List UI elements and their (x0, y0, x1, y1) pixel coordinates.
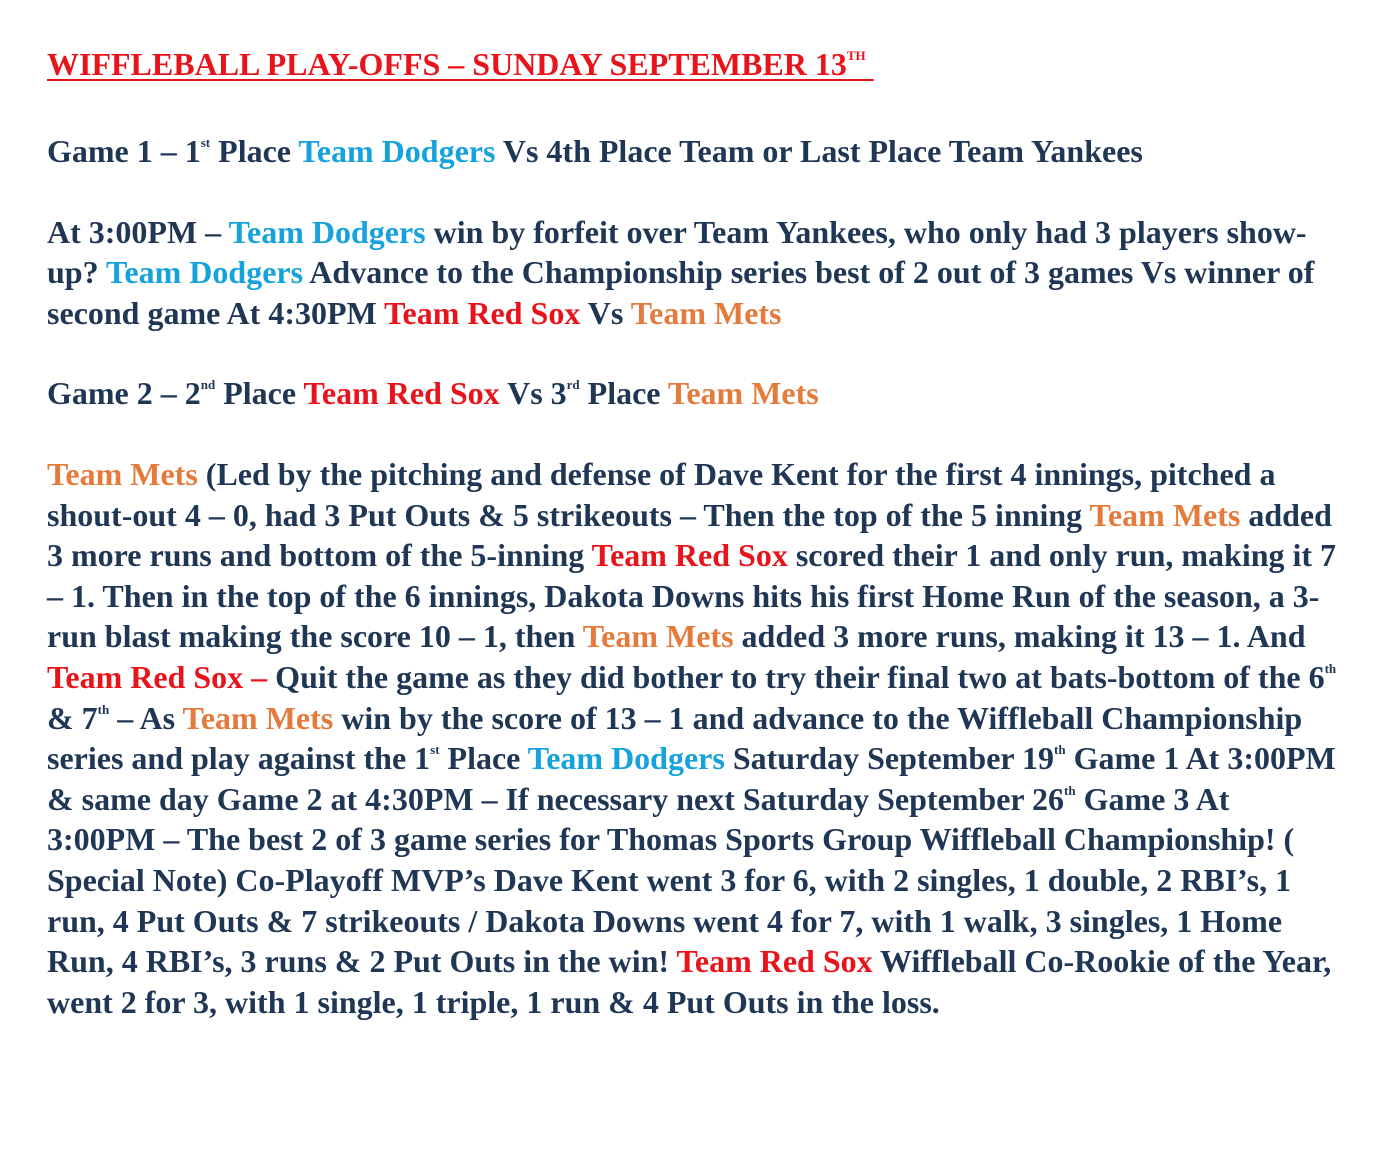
game1-heading (47, 131, 1339, 172)
ordinal-superscript: th (97, 701, 110, 717)
game2-heading-text: Game 2 – 2 (47, 375, 201, 412)
game2-result-text: added 3 more runs and bottom of the 5-inning (47, 496, 1332, 574)
game2-result-text: (Led by the pitching and defense of Dave Kent for the first 4 innings, pitched a shout-out 4 – 0, had 3 Put Outs & 5 strikeouts – Then the top of the 5 inning (47, 455, 1276, 533)
game1-result-paragraph (47, 212, 1339, 334)
game1-heading-text: Vs 4th Place Team or Last Place Team Yankees (495, 133, 1143, 169)
team-mets-label: Team Mets (1089, 496, 1241, 533)
team-red-sox-label: Team Red Sox – (47, 658, 268, 695)
game1-result-text: win by forfeit over Team Yankees, who only had 3 players show-up? (47, 213, 1307, 291)
game2-heading-text: Vs 3 (499, 375, 567, 412)
game1-heading-text: Place (210, 133, 299, 169)
game2-result-text: Wiffleball Co-Rookie of the Year, went 2 for 3, with 1 single, 1 triple, 1 run & 4 Put Outs in the loss. (47, 943, 1332, 1020)
ordinal-superscript: st (430, 742, 440, 758)
game2-result-text: Game 1 At 3:00PM & same day Game 2 at 4:30PM – If necessary next Saturday September 26 (47, 740, 1336, 817)
ordinal-superscript: st (200, 135, 211, 150)
game2-heading (47, 373, 1339, 414)
team-dodgers-label: Team Dodgers (106, 254, 304, 291)
game2-result-text: – As (109, 699, 183, 736)
game2-result-text: Quit the game as they did bother to try their final two at bats-bottom of the 6 (267, 658, 1325, 695)
team-mets-label: Team Mets (182, 699, 334, 736)
ordinal-superscript: rd (566, 377, 580, 393)
team-mets-label: Team Mets (582, 618, 734, 655)
game2-result-text: & 7 (47, 699, 98, 736)
game2-result-text: win by the score of 13 – 1 and advance to the Wiffleball Championship series and play against the 1 (47, 699, 1303, 777)
team-dodgers-label: Team Dodgers (298, 133, 496, 169)
team-mets-label: Team Mets (47, 455, 198, 492)
game1-result-text: Advance to the Championship series best of 2 out of 3 games Vs winner of second game At 4:30PM (47, 254, 1315, 331)
game1-result-text: At 3:00PM – (47, 213, 229, 250)
team-red-sox-label: Team Red Sox (591, 537, 788, 574)
game2-heading-text: Place (579, 375, 668, 412)
team-mets-label: Team Mets (667, 375, 819, 412)
ordinal-superscript: nd (200, 377, 216, 393)
title-superscript: TH (846, 48, 866, 63)
team-red-sox-label: Team Red Sox (384, 294, 581, 331)
title-text: WIFFLEBALL PLAY-OFFS – SUNDAY SEPTEMBER 13 (47, 46, 847, 82)
team-dodgers-label: Team Dodgers (228, 213, 426, 250)
game1-result-text: Vs (580, 294, 631, 331)
game2-result-text: added 3 more runs, making it 13 – 1. And (733, 618, 1306, 655)
team-mets-label: Team Mets (630, 294, 782, 331)
game2-result-text: Game 3 At 3:00PM – The best 2 of 3 game series for Thomas Sports Group Wiffleball Championship! ( Special Note) Co-Playoff MVP’s Dave Kent went 3 for 6, with 2 singles, 1 double, 2 RBI’s, 1 run, 4 Put Outs & 7 strikeouts / Dakota Downs went 4 for 7, with 1 walk, 3 singles, 1 Home Run, 4 RBI’s, 3 runs & 2 Put Outs in the win! (47, 780, 1295, 980)
game2-result-text: scored their 1 and only run, making it 7 – 1. Then in the top of the 6 innings, Dakota Downs hits his first Home Run of the season, a 3-run blast making the score 10 – 1, then (47, 537, 1337, 655)
team-red-sox-label: Team Red Sox (676, 943, 873, 980)
ordinal-superscript: th (1324, 660, 1337, 676)
ordinal-superscript: th (1064, 782, 1076, 798)
game2-result-text: Saturday September 19 (724, 740, 1055, 777)
page-title (47, 44, 1339, 84)
game2-result-text: Place (439, 740, 528, 777)
ordinal-superscript: th (1054, 742, 1066, 758)
team-dodgers-label: Team Dodgers (527, 740, 725, 777)
game1-heading-text: Game 1 – 1 (47, 133, 201, 169)
game2-heading-text: Place (215, 375, 304, 412)
team-red-sox-label: Team Red Sox (303, 375, 500, 412)
game2-result-paragraph (47, 454, 1339, 1022)
